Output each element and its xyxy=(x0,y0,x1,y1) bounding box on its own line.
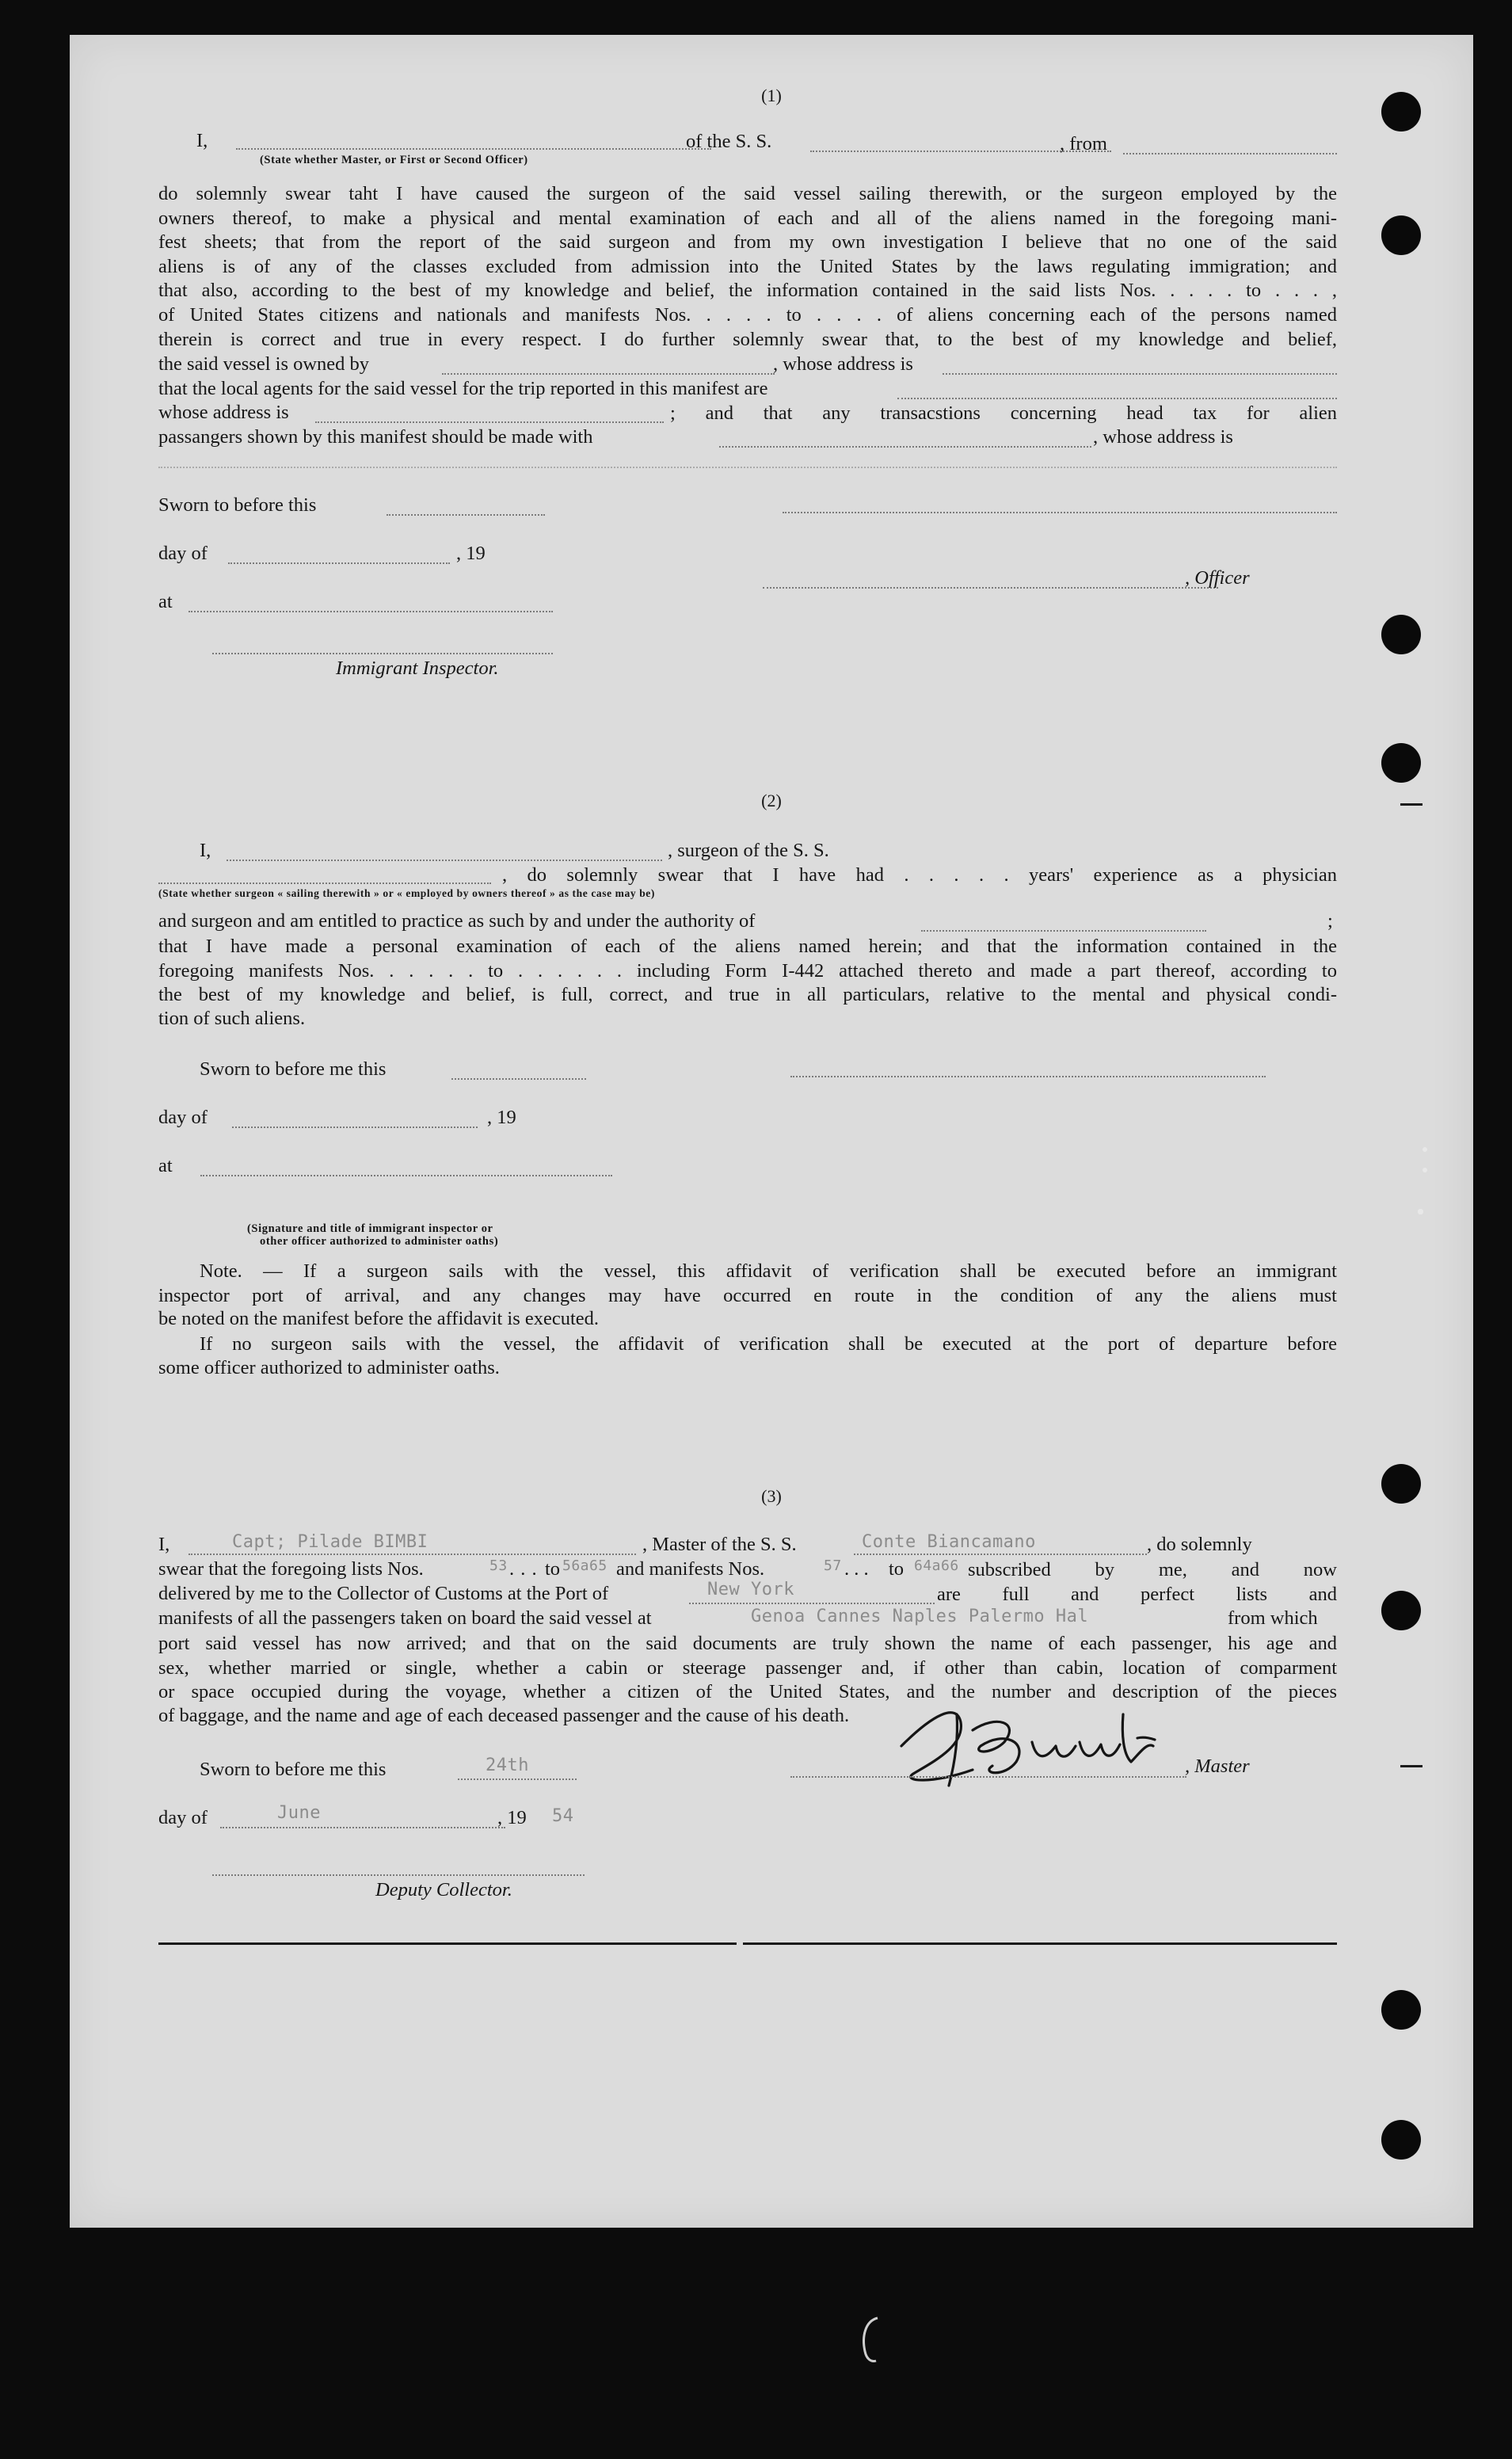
s3-sworn-day: 24th xyxy=(486,1756,529,1775)
s3-ship-name: Conte Biancamano xyxy=(862,1532,1036,1552)
edge-mark xyxy=(1400,1765,1422,1767)
s2-at: at xyxy=(158,1155,173,1176)
s3-ports-of-departure: Genoa Cannes Naples Palermo Hal xyxy=(751,1607,1089,1626)
punch-hole xyxy=(1381,615,1421,654)
s1-oath-line: aliens is of any of the classes excluded from admission into the United States by the laws regulating immigration; and xyxy=(158,255,1337,277)
s1-officer-role-blank xyxy=(236,148,711,150)
s2-note-line: Note. — If a surgeon sails with the vessel, this affidavit of verification shall be executed before an immigrant xyxy=(200,1260,1337,1282)
s3-month: June xyxy=(277,1803,321,1823)
s3-master-blank xyxy=(189,1554,636,1555)
s1-head-tax-contact-blank xyxy=(719,446,1091,448)
s1-contact-address-blank xyxy=(158,467,1337,468)
s1-owner-blank xyxy=(442,373,775,375)
manifest-page xyxy=(70,35,1473,2228)
s1-agents-blank xyxy=(897,398,1337,399)
s1-passengers-line: passangers shown by this manifest should be made with xyxy=(158,426,593,448)
s2-sig-caption-2: other officer authorized to administer oaths) xyxy=(260,1235,499,1248)
s2-name-blank xyxy=(227,860,662,861)
s1-oath-line: therein is correct and true in every respect. I do further solemnly swear that, to the best of my knowledge and belief, xyxy=(158,328,1337,350)
s3-master-label: , Master xyxy=(1185,1756,1250,1777)
s2-i: I, xyxy=(200,840,211,861)
s3-i: I, xyxy=(158,1534,170,1555)
s2-year: , 19 xyxy=(487,1107,516,1128)
edge-speck xyxy=(1422,1168,1427,1172)
s1-whose-address-2: whose address is xyxy=(158,402,289,423)
punch-hole xyxy=(1381,2120,1421,2160)
s3-last-line: of baggage, and the name and age of each deceased passenger and the cause of his death. xyxy=(158,1705,850,1726)
s2-authority-blank xyxy=(921,930,1206,932)
s2-oath-line: that I have made a personal examination of each of the aliens named herein; and that the information contained in the xyxy=(158,936,1337,957)
s1-agents-address-blank xyxy=(315,421,664,423)
s3-year-suffix: 54 xyxy=(552,1806,574,1826)
s1-officer-signature-blank xyxy=(783,512,1337,513)
bottom-rule-right xyxy=(743,1942,1337,1945)
s2-note-line: inspector port of arrival, and any changes may have occurred en route in the condition of any the aliens must xyxy=(158,1284,1337,1306)
s3-oath-line: port said vessel has now arrived; and that on the said documents are truly shown the name of each passenger, his age and xyxy=(158,1633,1337,1654)
punch-hole xyxy=(1381,1591,1421,1630)
s3-oath-text xyxy=(158,1632,1337,1705)
s2-note xyxy=(158,1260,1337,1308)
s1-oath-line: that also, according to the best of my knowledge and belief, the information contained in the said lists Nos. . . . . to . . . , xyxy=(158,280,1337,302)
s3-lists-from: 53 xyxy=(489,1557,508,1574)
s2-day-blank xyxy=(232,1127,478,1128)
s3-l3-b: are full and perfect lists and xyxy=(937,1584,1337,1605)
s3-l3-a: delivered by me to the Collector of Customs at the Port of xyxy=(158,1583,609,1604)
s3-month-blank xyxy=(220,1827,505,1828)
s3-deputy-signature-blank xyxy=(212,1874,585,1876)
edge-speck xyxy=(1422,1147,1427,1152)
punch-hole xyxy=(1381,743,1421,783)
s3-l2-to: to xyxy=(545,1558,561,1580)
s1-local-agents: that the local agents for the said vessel for the trip reported in this manifest are xyxy=(158,378,768,399)
s2-last-line: tion of such aliens. xyxy=(158,1008,306,1029)
film-scratch xyxy=(855,2313,887,2369)
s1-oath-line: fest sheets; that from the report of the said surgeon and from my own investigation I believe that no one of the said xyxy=(158,231,1337,254)
s3-ship-blank xyxy=(854,1554,1147,1555)
s3-sworn: Sworn to before me this xyxy=(200,1759,387,1780)
edge-speck xyxy=(1418,1209,1423,1214)
s3-lists-dots: . . . xyxy=(509,1558,538,1580)
s1-whose-address: , whose address is xyxy=(773,353,913,375)
s3-day-of: day of xyxy=(158,1807,208,1828)
s1-from-blank xyxy=(1123,153,1337,154)
s3-deputy-label: Deputy Collector. xyxy=(375,1879,512,1900)
s1-officer-name-blank xyxy=(763,587,1218,589)
s1-officer-label: , Officer xyxy=(1185,567,1250,589)
s2-ship-blank xyxy=(158,883,491,884)
s1-of-the-ss: of the S. S. xyxy=(686,131,772,152)
s2-oath-line: foregoing manifests Nos. . . . . . to . . . . . . including Form I-442 attached thereto and made a part thereof, according to xyxy=(158,959,1337,982)
s2-sig-caption-1: (Signature and title of immigrant inspector or xyxy=(247,1222,493,1235)
s1-oath-text xyxy=(158,182,1337,352)
s3-do-solemnly: , do solemnly xyxy=(1147,1534,1252,1555)
s1-owner-address-blank xyxy=(943,373,1337,375)
s2-day-of: day of xyxy=(158,1107,208,1128)
s2-signature-blank xyxy=(790,1076,1266,1077)
s2-sworn: Sworn to before me this xyxy=(200,1058,387,1080)
s3-manifests-to: 64a66 xyxy=(914,1557,959,1574)
s3-l4-a: manifests of all the passengers taken on board the said vessel at xyxy=(158,1607,652,1629)
section-1-heading: (1) xyxy=(761,86,782,105)
s2-semicolon: ; xyxy=(1327,910,1333,932)
edge-mark xyxy=(1400,803,1422,806)
s3-sworn-day-blank xyxy=(458,1778,577,1780)
s1-whose-address-3: , whose address is xyxy=(1093,426,1233,448)
s3-master-signature-blank xyxy=(790,1776,1186,1778)
s3-master-name: Capt; Pilade BIMBI xyxy=(232,1532,428,1552)
s3-l4-b: from which xyxy=(1228,1607,1318,1629)
s1-head-tax-text: ; and that any transacstions concerning head tax for alien xyxy=(670,402,1337,424)
s1-i: I, xyxy=(196,130,208,151)
s2-swear-line: , do solemnly swear that I have had . . . . . years' experience as a physician xyxy=(502,864,1337,886)
punch-hole xyxy=(1381,1990,1421,2030)
punch-hole xyxy=(1381,215,1421,255)
s3-l2-to2: to xyxy=(889,1558,905,1580)
s1-from: , from xyxy=(1060,133,1107,154)
s3-year: , 19 xyxy=(497,1807,527,1828)
master-signature xyxy=(885,1698,1250,1794)
s1-sworn-blank xyxy=(387,514,545,516)
s1-year: , 19 xyxy=(456,543,486,564)
s3-manifests-from: 57 xyxy=(824,1557,842,1574)
s3-l2-a: swear that the foregoing lists Nos. xyxy=(158,1558,424,1580)
s2-surgeon-of: , surgeon of the S. S. xyxy=(668,840,829,861)
s2-oath-text xyxy=(158,935,1337,1008)
s3-lists-to: 56a65 xyxy=(562,1557,607,1574)
s3-port: New York xyxy=(707,1580,794,1599)
s1-owned-by: the said vessel is owned by xyxy=(158,353,370,375)
s1-at: at xyxy=(158,591,173,612)
s1-day-of: day of xyxy=(158,543,208,564)
s1-inspector-signature-blank xyxy=(212,653,553,654)
s2-note2: If no surgeon sails with the vessel, the affidavit of verification shall be executed at the port of departure before xyxy=(200,1333,1337,1355)
section-3-heading: (3) xyxy=(761,1486,782,1506)
s2-caption: (State whether surgeon « sailing therewith » or « employed by owners thereof » as the case may be) xyxy=(158,887,655,899)
s3-oath-line: or space occupied during the voyage, whether a citizen of the United States, and the number and description of the pieces xyxy=(158,1681,1337,1703)
s2-oath-line: the best of my knowledge and belief, is full, correct, and true in all particulars, relative to the mental and physical condi- xyxy=(158,984,1337,1006)
s2-note2-last: some officer authorized to administer oaths. xyxy=(158,1357,500,1378)
s3-l2-b: and manifests Nos. xyxy=(616,1558,765,1580)
s1-oath-line: owners thereof, to make a physical and mental examination of each and all of the aliens named in the foregoing mani- xyxy=(158,207,1337,229)
section-2-heading: (2) xyxy=(761,791,782,810)
s1-oath-line: of United States citizens and nationals and manifests Nos. . . . . to . . . . of aliens concerning each of the persons named xyxy=(158,303,1337,326)
punch-hole xyxy=(1381,1464,1421,1504)
s3-oath-line: sex, whether married or single, whether a cabin or steerage passenger and, if other than cabin, location of comparment xyxy=(158,1656,1337,1679)
s1-at-blank xyxy=(189,611,553,612)
s2-authority: and surgeon and am entitled to practice as such by and under the authority of xyxy=(158,910,756,932)
bottom-rule-left xyxy=(158,1942,737,1945)
s1-sworn: Sworn to before this xyxy=(158,494,317,516)
s1-day-blank xyxy=(228,562,450,564)
s2-sworn-blank xyxy=(451,1078,586,1080)
s3-l2-c: subscribed by me, and now xyxy=(968,1559,1337,1580)
s2-at-blank xyxy=(200,1175,612,1176)
s1-role-caption: (State whether Master, or First or Second Officer) xyxy=(260,154,528,166)
s3-master-of: , Master of the S. S. xyxy=(642,1534,797,1555)
s2-note-last: be noted on the manifest before the affidavit is executed. xyxy=(158,1308,600,1329)
s3-manifests-dots: . . . xyxy=(844,1558,869,1580)
s1-inspector-label: Immigrant Inspector. xyxy=(336,658,499,679)
punch-hole xyxy=(1381,92,1421,132)
s3-port-blank xyxy=(689,1603,935,1604)
s1-oath-line: do solemnly swear taht I have caused the surgeon of the said vessel sailing therewith, or the surgeon employed by the xyxy=(158,183,1337,204)
